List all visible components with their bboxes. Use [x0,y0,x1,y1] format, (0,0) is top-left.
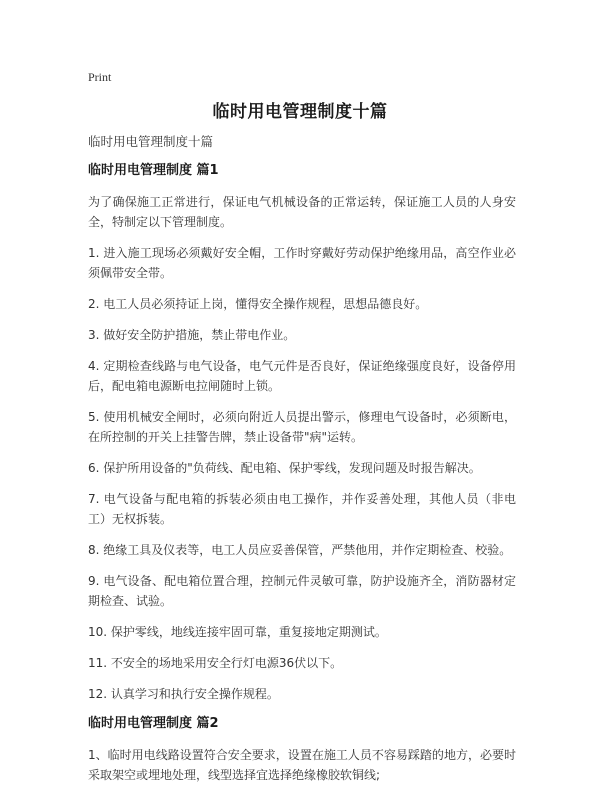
section-1-item-8: 8. 绝缘工具及仪表等，电工人员应妥善保管，严禁他用，并作定期检查、校验。 [88,543,512,557]
section-1-item-10: 10. 保护零线，地线连接牢固可靠，重复接地定期测试。 [88,625,387,639]
section-heading-2: 临时用电管理制度 篇2 [88,716,219,731]
section-1-item-5: 5. 使用机械安全闸时，必须向附近人员提出警示，修理电气设备时，必须断电，在所控制的开关上挂警告牌，禁止设备带"病"运转。 [88,410,516,444]
section-1-item-9: 9. 电气设备、配电箱位置合理，控制元件灵敏可靠，防护设施齐全，消防器材定期检查、试验。 [88,574,516,608]
section-2-item-1: 1、临时用电线路设置符合安全要求，设置在施工人员不容易踩踏的地方，必要时采取架空或埋地处理，线型选择宜选择绝缘橡胶软铜线; [88,748,516,782]
section-1-intro: 为了确保施工正常进行，保证电气机械设备的正常运转，保证施工人员的人身安全，特制定以下管理制度。 [88,195,516,229]
section-1-item-7: 7. 电气设备与配电箱的拆装必须由电工操作，并作妥善处理，其他人员（非电工）无权拆装。 [88,492,516,526]
document-subtitle: 临时用电管理制度十篇 [88,134,214,149]
document-title: 临时用电管理制度十篇 [212,102,388,122]
section-1-item-3: 3. 做好安全防护措施，禁止带电作业。 [88,328,296,342]
section-1-item-11: 11. 不安全的场地采用安全行灯电源36伏以下。 [88,656,343,670]
section-1-item-2: 2. 电工人员必须持证上岗，懂得安全操作规程，思想品德良好。 [88,297,428,311]
section-1-item-6: 6. 保护所用设备的"负荷线、配电箱、保护零线，发现问题及时报告解决。 [88,461,481,475]
section-heading-1: 临时用电管理制度 篇1 [88,163,219,178]
section-1-item-12: 12. 认真学习和执行安全操作规程。 [88,687,279,701]
document-content [88,162,516,796]
print-link[interactable]: Print [88,70,112,84]
section-1-item-4: 4. 定期检查线路与电气设备，电气元件是否良好，保证绝缘强度良好，设备停用后，配电箱电源断电拉闸随时上锁。 [88,359,516,393]
section-1-item-1: 1. 进入施工现场必须戴好安全帽，工作时穿戴好劳动保护绝缘用品，高空作业必须佩带安全带。 [88,246,516,280]
